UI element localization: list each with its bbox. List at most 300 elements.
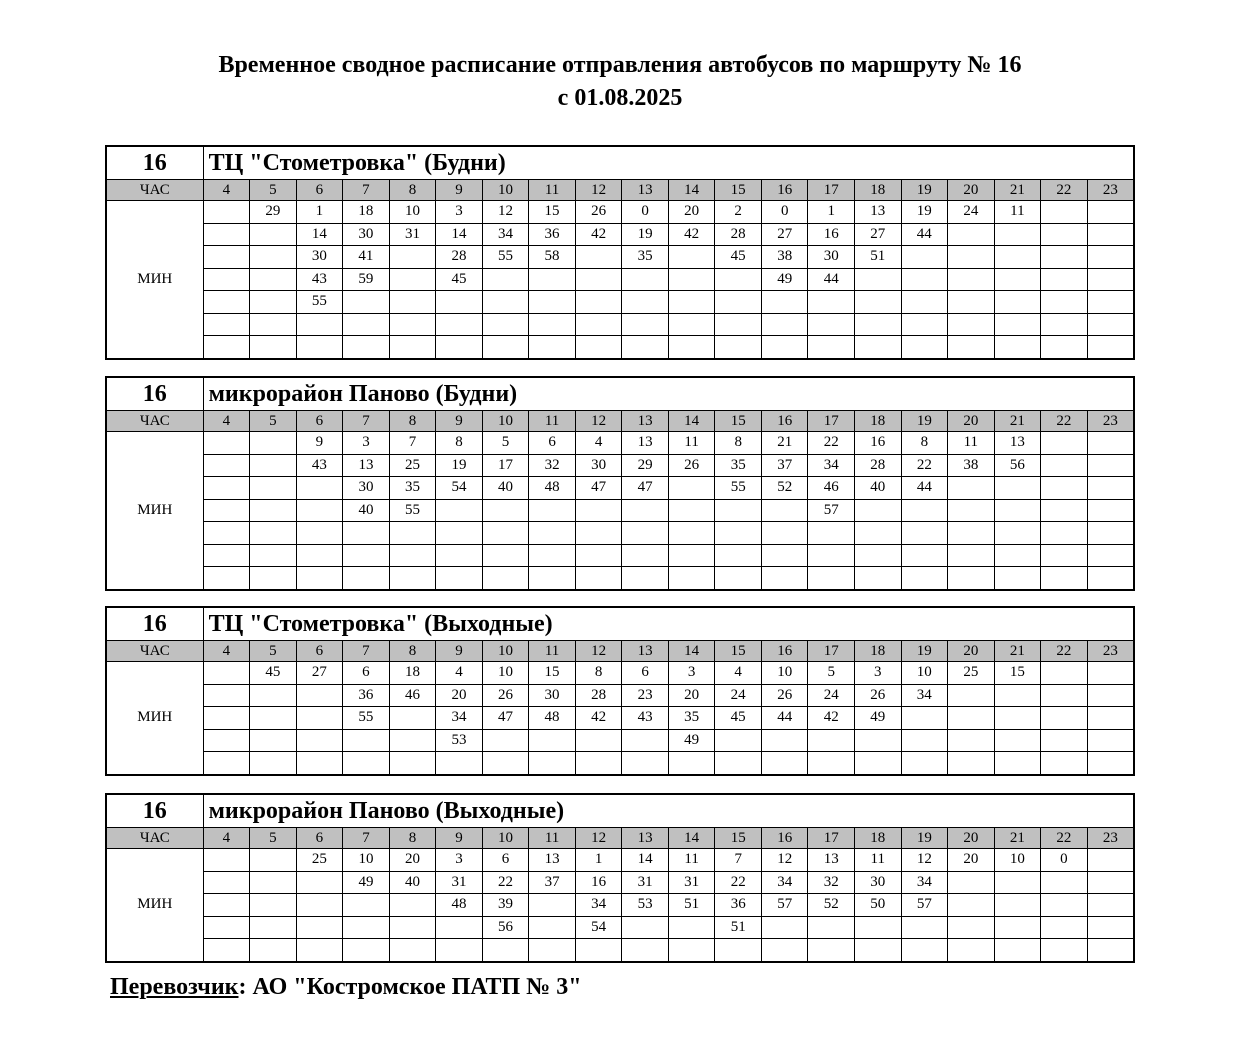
minute-cell (855, 291, 902, 314)
hour-cell: 4 (203, 411, 250, 432)
minute-cell (948, 544, 995, 567)
minute-cell: 22 (715, 871, 762, 894)
minute-cell: 52 (808, 894, 855, 917)
minute-cell (808, 291, 855, 314)
minute-cell (575, 939, 622, 962)
minute-cell: 20 (668, 201, 715, 224)
minute-cell (482, 313, 529, 336)
minute-cell: 34 (761, 871, 808, 894)
minute-cell (1087, 499, 1134, 522)
minute-cell (389, 291, 436, 314)
minute-cell: 26 (575, 201, 622, 224)
minute-cell (948, 522, 995, 545)
minute-cell (1041, 871, 1088, 894)
stop-name: ТЦ "Стометровка" (Выходные) (203, 607, 1134, 641)
minute-cell (622, 522, 669, 545)
hour-cell: 20 (948, 411, 995, 432)
minute-cell: 25 (948, 662, 995, 685)
minute-row (106, 567, 1134, 590)
hour-cell: 7 (343, 411, 390, 432)
minute-cell (994, 567, 1041, 590)
hour-cell: 17 (808, 641, 855, 662)
minute-cell (761, 939, 808, 962)
hour-cell: 23 (1087, 411, 1134, 432)
minute-cell: 14 (622, 849, 669, 872)
minute-cell: 25 (296, 849, 343, 872)
minute-cell (808, 544, 855, 567)
minute-cell: 12 (761, 849, 808, 872)
minute-cell: 12 (482, 201, 529, 224)
minute-cell (948, 871, 995, 894)
minute-cell: 5 (482, 432, 529, 455)
minute-cell: 50 (855, 894, 902, 917)
minute-cell (1041, 567, 1088, 590)
minute-row (106, 544, 1134, 567)
minute-cell (761, 336, 808, 359)
minute-cell (761, 291, 808, 314)
minute-cell (343, 567, 390, 590)
route-number: 16 (106, 794, 203, 828)
minute-cell: 42 (575, 223, 622, 246)
minute-cell: 39 (482, 894, 529, 917)
minute-cell: 47 (622, 477, 669, 500)
minute-cell: 18 (343, 201, 390, 224)
minute-cell (1041, 223, 1088, 246)
minute-cell (296, 894, 343, 917)
minute-cell: 11 (855, 849, 902, 872)
minute-cell (668, 916, 715, 939)
minute-cell (622, 752, 669, 775)
minute-cell: 8 (436, 432, 483, 455)
hour-label: ЧАС (106, 641, 203, 662)
minute-cell (343, 916, 390, 939)
minute-cell (250, 916, 297, 939)
minute-cell (343, 729, 390, 752)
minute-cell (761, 752, 808, 775)
minute-cell: 59 (343, 268, 390, 291)
minute-cell (482, 522, 529, 545)
minute-cell: 44 (761, 707, 808, 730)
minute-cell (715, 313, 762, 336)
minute-cell: 54 (436, 477, 483, 500)
minute-cell: 31 (622, 871, 669, 894)
minute-cell (855, 336, 902, 359)
minute-cell (296, 544, 343, 567)
minute-cell (296, 567, 343, 590)
stop-name: ТЦ "Стометровка" (Будни) (203, 146, 1134, 180)
minute-cell (808, 729, 855, 752)
minute-cell: 11 (668, 849, 715, 872)
minute-cell (203, 522, 250, 545)
minute-cell (1041, 201, 1088, 224)
minute-cell: 30 (296, 246, 343, 269)
minute-cell: 34 (436, 707, 483, 730)
minute-cell: 20 (668, 684, 715, 707)
minute-cell (296, 477, 343, 500)
minute-cell (761, 522, 808, 545)
minute-cell: 34 (808, 454, 855, 477)
minute-cell (808, 313, 855, 336)
page-title: Временное сводное расписание отправления автобусов по маршруту № 16 (218, 52, 1022, 78)
minute-cell: 46 (389, 684, 436, 707)
minute-cell (948, 291, 995, 314)
minute-cell: 1 (808, 201, 855, 224)
hour-cell: 9 (436, 828, 483, 849)
minute-cell (715, 544, 762, 567)
minute-cell: 45 (436, 268, 483, 291)
minute-cell (668, 477, 715, 500)
minute-cell (855, 729, 902, 752)
minute-cell: 6 (482, 849, 529, 872)
minute-cell (1041, 684, 1088, 707)
minute-cell (389, 313, 436, 336)
minute-cell (296, 522, 343, 545)
minute-cell (668, 544, 715, 567)
minute-cell (575, 268, 622, 291)
minute-cell (203, 477, 250, 500)
hour-cell: 21 (994, 641, 1041, 662)
minute-cell (436, 499, 483, 522)
minute-cell (1087, 477, 1134, 500)
minute-cell (855, 752, 902, 775)
minute-cell (901, 313, 948, 336)
minute-cell (296, 707, 343, 730)
minute-cell: 51 (715, 916, 762, 939)
minute-cell (296, 729, 343, 752)
schedule-table (105, 145, 1135, 360)
minute-cell: 22 (808, 432, 855, 455)
minute-cell: 48 (436, 894, 483, 917)
minute-row (106, 477, 1134, 500)
hour-cell: 5 (250, 180, 297, 201)
carrier-colon: : (238, 974, 247, 1000)
hour-cell: 6 (296, 641, 343, 662)
minute-cell (994, 477, 1041, 500)
minute-cell (296, 752, 343, 775)
minute-cell (203, 223, 250, 246)
minute-cell (1041, 246, 1088, 269)
minute-row (106, 729, 1134, 752)
minute-cell (715, 752, 762, 775)
minute-cell: 49 (855, 707, 902, 730)
minute-cell (575, 499, 622, 522)
minute-cell: 11 (994, 201, 1041, 224)
minute-cell: 3 (436, 201, 483, 224)
minute-cell: 24 (948, 201, 995, 224)
minute-cell: 14 (436, 223, 483, 246)
schedule-table (105, 376, 1135, 591)
minute-label: МИН (106, 432, 203, 590)
minute-cell (855, 268, 902, 291)
hour-cell: 19 (901, 641, 948, 662)
minute-cell (622, 313, 669, 336)
hour-cell: 15 (715, 828, 762, 849)
hour-cell: 8 (389, 828, 436, 849)
minute-cell: 19 (901, 201, 948, 224)
minute-cell (901, 707, 948, 730)
minute-cell: 37 (529, 871, 576, 894)
hour-cell: 14 (668, 641, 715, 662)
hour-cell: 6 (296, 828, 343, 849)
minute-cell (389, 567, 436, 590)
minute-cell: 53 (436, 729, 483, 752)
minute-cell (529, 939, 576, 962)
minute-cell (1041, 432, 1088, 455)
minute-cell (761, 916, 808, 939)
minute-cell (808, 522, 855, 545)
minute-row (106, 939, 1134, 962)
minute-cell (994, 916, 1041, 939)
minute-cell (203, 662, 250, 685)
minute-cell: 36 (715, 894, 762, 917)
hour-cell: 7 (343, 828, 390, 849)
hour-cell: 10 (482, 641, 529, 662)
minute-cell (1087, 849, 1134, 872)
minute-cell: 20 (948, 849, 995, 872)
minute-cell (296, 499, 343, 522)
minute-cell (203, 894, 250, 917)
minute-cell: 32 (529, 454, 576, 477)
minute-cell: 40 (855, 477, 902, 500)
hour-label: ЧАС (106, 180, 203, 201)
minute-cell: 35 (668, 707, 715, 730)
minute-cell: 38 (948, 454, 995, 477)
minute-cell (250, 567, 297, 590)
minute-cell (668, 499, 715, 522)
minute-cell (296, 684, 343, 707)
minute-cell (1041, 336, 1088, 359)
minute-cell (389, 729, 436, 752)
minute-cell (761, 729, 808, 752)
minute-cell (250, 432, 297, 455)
minute-cell (994, 336, 1041, 359)
minute-cell (575, 246, 622, 269)
minute-cell (250, 336, 297, 359)
hour-cell: 20 (948, 828, 995, 849)
minute-cell (203, 544, 250, 567)
hour-cell: 18 (855, 180, 902, 201)
minute-cell (901, 567, 948, 590)
minute-cell: 31 (668, 871, 715, 894)
minute-cell: 35 (389, 477, 436, 500)
minute-cell: 28 (855, 454, 902, 477)
minute-cell (994, 894, 1041, 917)
hour-cell: 5 (250, 828, 297, 849)
minute-cell (1041, 313, 1088, 336)
minute-cell: 22 (901, 454, 948, 477)
minute-cell (1087, 752, 1134, 775)
minute-cell: 36 (529, 223, 576, 246)
minute-cell (389, 544, 436, 567)
minute-cell (203, 432, 250, 455)
minute-cell: 13 (622, 432, 669, 455)
minute-cell: 26 (761, 684, 808, 707)
minute-cell (529, 522, 576, 545)
minute-cell (1087, 268, 1134, 291)
minute-cell (529, 752, 576, 775)
minute-cell (622, 268, 669, 291)
minute-cell (482, 336, 529, 359)
minute-cell (1087, 939, 1134, 962)
minute-cell: 10 (343, 849, 390, 872)
hour-cell: 9 (436, 411, 483, 432)
minute-cell (1087, 916, 1134, 939)
minute-cell: 29 (250, 201, 297, 224)
minute-cell (855, 544, 902, 567)
minute-cell: 28 (715, 223, 762, 246)
minute-cell (994, 871, 1041, 894)
minute-cell: 40 (389, 871, 436, 894)
minute-cell: 8 (715, 432, 762, 455)
minute-cell: 26 (668, 454, 715, 477)
minute-cell (715, 729, 762, 752)
minute-cell (1087, 707, 1134, 730)
minute-cell: 53 (622, 894, 669, 917)
minute-cell (668, 522, 715, 545)
minute-cell (901, 336, 948, 359)
minute-cell (622, 291, 669, 314)
minute-cell (575, 291, 622, 314)
hour-cell: 7 (343, 641, 390, 662)
minute-cell (994, 313, 1041, 336)
page-subtitle-date: с 01.08.2025 (557, 85, 683, 111)
minute-row (106, 684, 1134, 707)
minute-cell (715, 336, 762, 359)
minute-cell (203, 336, 250, 359)
minute-cell: 34 (575, 894, 622, 917)
minute-cell: 34 (482, 223, 529, 246)
minute-cell: 3 (436, 849, 483, 872)
minute-cell (761, 313, 808, 336)
minute-cell (343, 291, 390, 314)
minute-label: МИН (106, 201, 203, 359)
minute-cell: 31 (436, 871, 483, 894)
minute-cell (203, 499, 250, 522)
minute-cell: 17 (482, 454, 529, 477)
minute-cell (901, 291, 948, 314)
minute-cell (436, 567, 483, 590)
minute-cell (343, 522, 390, 545)
minute-cell (994, 939, 1041, 962)
minute-cell: 34 (901, 871, 948, 894)
hour-cell: 16 (761, 180, 808, 201)
minute-cell: 12 (901, 849, 948, 872)
minute-cell: 30 (855, 871, 902, 894)
hour-cell: 19 (901, 180, 948, 201)
minute-cell: 32 (808, 871, 855, 894)
minute-cell: 51 (668, 894, 715, 917)
minute-cell (761, 544, 808, 567)
minute-row (106, 268, 1134, 291)
minute-cell (436, 522, 483, 545)
minute-cell (250, 894, 297, 917)
minute-cell (203, 871, 250, 894)
hour-cell: 6 (296, 180, 343, 201)
minute-cell (761, 567, 808, 590)
minute-cell: 3 (343, 432, 390, 455)
minute-cell (855, 939, 902, 962)
hour-cell: 22 (1041, 828, 1088, 849)
minute-row (106, 707, 1134, 730)
minute-cell: 38 (761, 246, 808, 269)
hour-cell: 5 (250, 411, 297, 432)
minute-cell (622, 499, 669, 522)
minute-cell (203, 849, 250, 872)
minute-cell: 46 (808, 477, 855, 500)
minute-cell: 51 (855, 246, 902, 269)
hour-cell: 11 (529, 828, 576, 849)
minute-cell (482, 291, 529, 314)
minute-cell: 45 (715, 707, 762, 730)
route-number: 16 (106, 607, 203, 641)
minute-cell: 41 (343, 246, 390, 269)
minute-row (106, 849, 1134, 872)
minute-cell: 9 (296, 432, 343, 455)
minute-cell: 15 (994, 662, 1041, 685)
minute-cell: 10 (482, 662, 529, 685)
hour-cell: 13 (622, 180, 669, 201)
minute-cell: 3 (855, 662, 902, 685)
minute-cell (436, 313, 483, 336)
minute-cell (994, 246, 1041, 269)
minute-cell (436, 291, 483, 314)
hour-cell: 10 (482, 828, 529, 849)
minute-cell (994, 291, 1041, 314)
hour-cell: 8 (389, 641, 436, 662)
minute-cell (1087, 313, 1134, 336)
minute-cell (948, 246, 995, 269)
minute-cell (203, 291, 250, 314)
minute-cell: 22 (482, 871, 529, 894)
minute-cell: 10 (901, 662, 948, 685)
minute-cell (529, 268, 576, 291)
hour-cell: 21 (994, 411, 1041, 432)
minute-cell: 4 (575, 432, 622, 455)
minute-cell (901, 729, 948, 752)
minute-cell (1041, 752, 1088, 775)
minute-cell (529, 567, 576, 590)
minute-cell (389, 336, 436, 359)
minute-cell (1087, 223, 1134, 246)
minute-cell (715, 567, 762, 590)
minute-cell (1087, 662, 1134, 685)
hour-cell: 21 (994, 180, 1041, 201)
minute-cell (994, 752, 1041, 775)
hour-cell: 22 (1041, 180, 1088, 201)
minute-cell: 57 (761, 894, 808, 917)
minute-cell: 28 (436, 246, 483, 269)
minute-cell (529, 336, 576, 359)
minute-cell (250, 268, 297, 291)
hour-cell: 11 (529, 180, 576, 201)
minute-cell (1041, 916, 1088, 939)
minute-cell (250, 729, 297, 752)
hour-cell: 15 (715, 180, 762, 201)
minute-cell: 42 (575, 707, 622, 730)
minute-cell (482, 939, 529, 962)
minute-cell: 40 (482, 477, 529, 500)
minute-cell: 2 (715, 201, 762, 224)
hour-cell: 19 (901, 828, 948, 849)
hour-cell: 5 (250, 641, 297, 662)
minute-cell (203, 313, 250, 336)
minute-cell: 7 (715, 849, 762, 872)
hour-cell: 17 (808, 180, 855, 201)
minute-cell (203, 201, 250, 224)
minute-cell: 28 (575, 684, 622, 707)
minute-cell: 57 (901, 894, 948, 917)
minute-cell (250, 707, 297, 730)
